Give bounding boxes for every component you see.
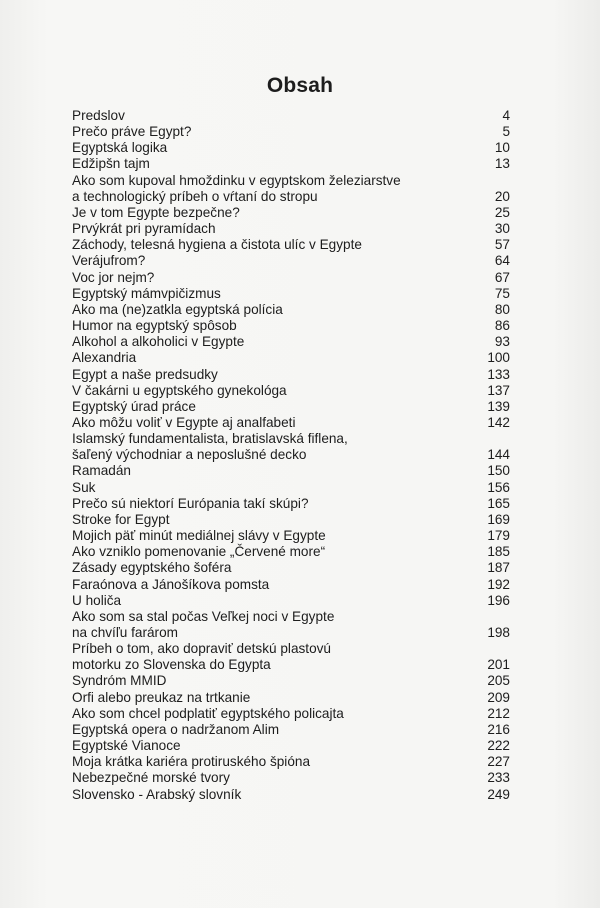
toc-entry <box>72 463 510 479</box>
toc-entry <box>72 770 510 786</box>
toc-page-number: 222 <box>487 738 510 754</box>
toc-entry <box>72 673 510 689</box>
toc-entry <box>72 415 510 431</box>
toc-entry-title-line: Verájufrom? <box>72 253 146 269</box>
toc-entry-title-line: Alexandria <box>72 350 137 366</box>
toc-entry-title-line: Ako som chcel podplatiť egyptského policajta <box>72 705 344 721</box>
toc-page-number: 5 <box>502 124 510 140</box>
toc-entry-title-line: Ako môžu voliť v Egypte aj analfabeti <box>72 414 296 430</box>
toc-page-number: 80 <box>494 301 510 317</box>
toc-entry-title-line: Egyptská opera o nadržanom Alim <box>72 721 280 737</box>
toc-entry <box>72 350 510 366</box>
toc-entry-title <box>72 108 470 124</box>
toc-entry-title-line: Ako som sa stal počas Veľkej noci v Egypte <box>72 608 335 624</box>
toc-entry-title-line: Zásady egyptského šoféra <box>72 560 232 576</box>
toc-entry-title <box>72 140 470 156</box>
toc-page-number: 150 <box>487 463 510 479</box>
toc-entry-title-line: Orfi alebo preukaz na trtkanie <box>72 689 251 705</box>
toc-entry-title <box>72 706 470 722</box>
toc-entry-title <box>72 673 470 689</box>
toc-page-number: 216 <box>487 721 510 737</box>
toc-entry <box>72 787 510 803</box>
toc-entry-title-line: Moja krátka kariéra protiruského špióna <box>72 754 311 770</box>
toc-page-number: 4 <box>502 108 510 123</box>
toc-page-number: 201 <box>487 657 510 673</box>
toc-entry-title-line: motorku zo Slovenska do Egypta <box>72 657 271 673</box>
toc-entry-title <box>72 544 470 560</box>
toc-entry-title <box>72 318 470 334</box>
toc-page-number: 139 <box>487 398 510 414</box>
toc-page-number: 209 <box>487 689 510 705</box>
toc-page-number: 67 <box>494 269 510 285</box>
toc-page-number: 196 <box>487 592 510 608</box>
toc-entry-title <box>72 560 470 576</box>
toc-entry-title-line: Egyptský úrad práce <box>72 398 196 414</box>
toc-entry-title-line: V čakárni u egyptského gynekológa <box>72 382 287 398</box>
toc-entry <box>72 528 510 544</box>
toc-entry-title <box>72 124 470 140</box>
toc-page-number: 93 <box>494 334 510 350</box>
toc-entry <box>72 286 510 302</box>
toc-page-number: 249 <box>487 786 510 802</box>
toc-entry-title <box>72 173 470 205</box>
toc-entry-title <box>72 512 470 528</box>
toc-entry-title-line: Záchody, telesná hygiena a čistota ulíc v Egypte <box>72 237 362 253</box>
toc-entry-title-line: Egyptský mámvpičizmus <box>72 285 221 301</box>
toc-entry-title-line: Slovensko - Arabský slovník <box>72 786 242 802</box>
toc-page-number: 192 <box>487 576 510 592</box>
toc-entry <box>72 318 510 334</box>
toc-entry <box>72 738 510 754</box>
toc-entry <box>72 270 510 286</box>
toc-entry <box>72 237 510 253</box>
toc-entry-title <box>72 334 470 350</box>
toc-entry-title <box>72 528 470 544</box>
toc-entry-title <box>72 787 470 803</box>
toc-entry-title <box>72 350 470 366</box>
toc-entry <box>72 706 510 722</box>
toc-entry-title <box>72 431 470 463</box>
toc-entry-title <box>72 609 470 641</box>
toc-entry <box>72 577 510 593</box>
toc-page-number: 227 <box>487 754 510 770</box>
toc-page-number: 205 <box>487 673 510 689</box>
toc-entry-title-line: Prečo práve Egypt? <box>72 124 192 140</box>
toc-page-number: 75 <box>494 285 510 301</box>
toc-entry <box>72 156 510 172</box>
toc-entry <box>72 641 510 673</box>
toc-page-number: 10 <box>494 140 510 156</box>
toc-entry <box>72 205 510 221</box>
toc-entry <box>72 593 510 609</box>
toc-page-number: 198 <box>487 625 510 640</box>
toc-entry <box>72 383 510 399</box>
toc-page-number: 233 <box>487 770 510 786</box>
toc-entry-title-line: Je v tom Egypte bezpečne? <box>72 204 240 220</box>
toc-entry-title <box>72 496 470 512</box>
toc-entry-title-line: Humor na egyptský spôsob <box>72 318 237 334</box>
toc-entry-title-line: Ako vzniklo pomenovanie „Červené more“ <box>72 544 326 560</box>
toc-entry <box>72 609 510 641</box>
toc-page-number: 169 <box>487 511 510 527</box>
toc-entry-title-line: U holiča <box>72 592 122 608</box>
toc-entry <box>72 480 510 496</box>
toc-entry-title-line: Faraónova a Jánošíkova pomsta <box>72 576 270 592</box>
toc-entry-title-line: Suk <box>72 479 96 495</box>
toc-entry-title <box>72 383 470 399</box>
toc-page-number: 30 <box>494 221 510 237</box>
toc-page-number: 144 <box>487 447 510 463</box>
toc-page-number: 100 <box>487 350 510 366</box>
page-title: Obsah <box>266 74 334 97</box>
toc-page-number: 57 <box>494 237 510 253</box>
toc-entry <box>72 124 510 140</box>
toc-entry-title-line: na chvíľu farárom <box>72 625 178 640</box>
toc-entry <box>72 722 510 738</box>
toc-entry-title <box>72 286 470 302</box>
toc-entry <box>72 108 510 124</box>
toc-entry-title-line: Egyptské Vianoce <box>72 738 181 754</box>
toc-page-number: 20 <box>494 188 510 204</box>
toc-entry-title-line: Edžipšn tajm <box>72 156 150 172</box>
toc-entry-title <box>72 593 470 609</box>
toc-entry-title <box>72 641 470 673</box>
toc-entry <box>72 221 510 237</box>
toc-entry-title-line: Egyptská logika <box>72 140 168 156</box>
toc-page-number: 187 <box>487 560 510 576</box>
toc-entry-title <box>72 722 470 738</box>
toc-entry <box>72 512 510 528</box>
toc-entry-title <box>72 367 470 383</box>
toc-entry-title-line: Príbeh o tom, ako dopraviť detskú plastovú <box>72 641 331 657</box>
toc-page-number: 156 <box>487 479 510 495</box>
toc-entry-title <box>72 399 470 415</box>
toc-entry <box>72 431 510 463</box>
toc-page-number: 64 <box>494 253 510 269</box>
toc-page-number: 212 <box>487 705 510 721</box>
toc-entry-title-line: Prvýkrát pri pyramídach <box>72 221 216 237</box>
toc-page-number: 133 <box>487 366 510 382</box>
toc-entry-title-line: Mojich päť minút mediálnej slávy v Egypte <box>72 528 326 544</box>
toc-page-number: 179 <box>487 528 510 544</box>
toc-page-number: 185 <box>487 544 510 560</box>
toc-page-number: 25 <box>494 204 510 220</box>
toc-entry-title <box>72 754 470 770</box>
toc-page-number: 165 <box>487 495 510 511</box>
toc-entry <box>72 399 510 415</box>
toc-entry-title <box>72 480 470 496</box>
toc-entry-title <box>72 690 470 706</box>
toc-page-number: 13 <box>494 156 510 172</box>
toc-entry-title <box>72 270 470 286</box>
toc-entry-title <box>72 415 470 431</box>
toc-entry <box>72 754 510 770</box>
toc-entry-title-line: Stroke for Egypt <box>72 511 170 527</box>
toc-entry-title <box>72 221 470 237</box>
toc-entry <box>72 302 510 318</box>
toc-entry <box>72 560 510 576</box>
toc-entry-title-line: Voc jor nejm? <box>72 269 155 285</box>
toc-page-number: 137 <box>487 382 510 398</box>
toc-entry-title <box>72 577 470 593</box>
toc-entry-title-line: Predslov <box>72 108 125 123</box>
toc-entry-title <box>72 302 470 318</box>
toc-entry-title <box>72 205 470 221</box>
toc-page-number: 86 <box>494 318 510 334</box>
toc-entry-title-line: Nebezpečné morské tvory <box>72 770 230 786</box>
toc-entry-title-line: Prečo sú niektorí Európania takí skúpi? <box>72 495 309 511</box>
table-of-contents <box>72 108 510 803</box>
toc-entry <box>72 690 510 706</box>
toc-entry-title <box>72 237 470 253</box>
toc-entry-title-line: šaľený východniar a neposlušné decko <box>72 447 307 463</box>
toc-entry-title-line: Alkohol a alkoholici v Egypte <box>72 334 245 350</box>
toc-entry-title <box>72 463 470 479</box>
toc-entry <box>72 496 510 512</box>
toc-entry-title <box>72 253 470 269</box>
toc-entry-title-line: Ako ma (ne)zatkla egyptská polícia <box>72 301 283 317</box>
toc-entry-title-line: Ako som kupoval hmoždinku v egyptskom železiarstve <box>72 172 401 188</box>
toc-entry-title <box>72 770 470 786</box>
toc-entry <box>72 367 510 383</box>
toc-entry-title-line: Ramadán <box>72 463 131 479</box>
toc-entry-title-line: Syndróm MMID <box>72 673 167 689</box>
toc-entry <box>72 253 510 269</box>
toc-page-number: 142 <box>487 414 510 430</box>
toc-entry <box>72 334 510 350</box>
toc-entry-title-line: Islamský fundamentalista, bratislavská fiflena, <box>72 431 348 447</box>
toc-entry-title <box>72 156 470 172</box>
toc-entry-title-line: a technologický príbeh o vŕtaní do stropu <box>72 188 318 204</box>
toc-entry <box>72 544 510 560</box>
toc-entry <box>72 173 510 205</box>
toc-entry-title-line: Egypt a naše predsudky <box>72 366 218 382</box>
toc-entry-title <box>72 738 470 754</box>
toc-entry <box>72 140 510 156</box>
